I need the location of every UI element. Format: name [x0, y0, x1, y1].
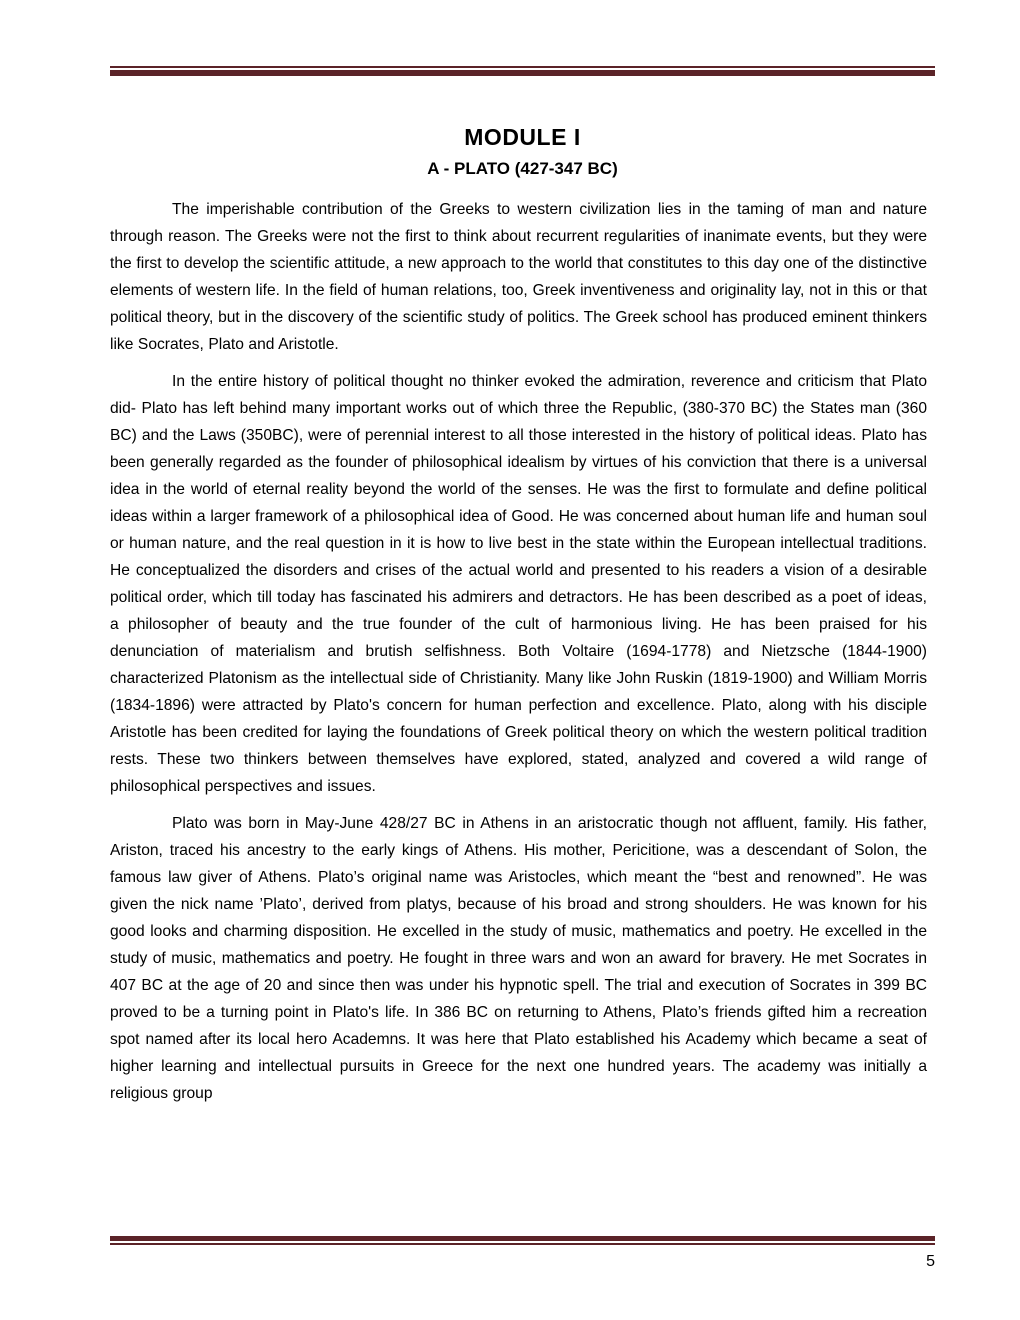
paragraph: In the entire history of political thought no thinker evoked the admiration, reverence and criticism that Plato did- Plato has left behind many important works out of which three the Republic, (380-370 BC) the States man (360 BC) and the Laws (350BC), were of perennial interest to all those interested in the history of political ideas. Plato has been generally regarded as the founder of philosophical idealism by virtues of his conviction that there is a universal idea in the world of eternal reality beyond the world of the senses. He was the first to formulate and define political ideas within a larger framework of a philosophical idea of Good. He was concerned about human life and human soul or human nature, and the real question in it is how to live best in the state within the European intellectual traditions. He conceptualized the disorders and crises of the actual world and presented to his readers a vision of a desirable political order, which till today has fascinated his admirers and detractors. He has been described as a poet of ideas, a philosopher of beauty and the true founder of the cult of harmonious living. He has been praised for his denunciation of materialism and brutish selfishness. Both Voltaire (1694-1778) and Nietzsche (1844-1900) characterized Platonism as the intellectual side of Christianity. Many like John Ruskin (1819-1900) and William Morris (1834-1896) were attracted by Plato's concern for human perfection and excellence. Plato, along with his disciple Aristotle has been credited for laying the foundations of Greek political theory on which the western political tradition rests. These two thinkers between themselves have explored, stated, analyzed and covered a wild range of philosophical perspectives and issues.: [110, 373, 927, 795]
page-title: MODULE I: [464, 124, 581, 150]
body-content: [110, 196, 927, 1107]
footer-rule-thin-line: [110, 1243, 935, 1245]
page-subtitle: A - PLATO (427-347 BC): [427, 159, 618, 178]
paragraph: Plato was born in May-June 428/27 BC in Athens in an aristocratic though not affluent, family. His father, Ariston, traced his ancestry to the early kings of Athens. His mother, Pericitione, was a descendant of Solon, the famous law giver of Athens. Plato’s original name was Aristocles, which meant the “best and renowned”. He was given the nick name ’Plato’, derived from platys, because of his broad and strong shoulders. He was known for his good looks and charming disposition. He excelled in the study of music, mathematics and poetry. He excelled in the study of music, mathematics and poetry. He fought in three wars and won an award for bravery. He met Socrates in 407 BC at the age of 20 and since then was under his hypnotic spell. The trial and execution of Socrates in 399 BC proved to be a turning point in Plato's life. In 386 BC on returning to Athens, Plato’s friends gifted him a recreation spot named after its local hero Academns. It was here that Plato established his Academy which became a seat of higher learning and intellectual pursuits in Greece for the next one hundred years. The academy was initially a religious group: [110, 815, 927, 1102]
header-rule: [110, 66, 935, 76]
title-block: [110, 122, 935, 182]
header-rule-thick-line: [110, 70, 935, 76]
footer-rule: [110, 1236, 935, 1245]
page-number: 5: [926, 1253, 935, 1270]
paragraph: The imperishable contribution of the Greeks to western civilization lies in the taming of man and nature through reason. The Greeks were not the first to think about recurrent regularities of inanimate events, but they were the first to develop the scientific attitude, a new approach to the world that constitutes to this day one of the distinctive elements of western life. In the field of human relations, too, Greek inventiveness and originality lay, not in this or that political theory, but in the discovery of the scientific study of politics. The Greek school has produced eminent thinkers like Socrates, Plato and Aristotle.: [110, 201, 927, 353]
